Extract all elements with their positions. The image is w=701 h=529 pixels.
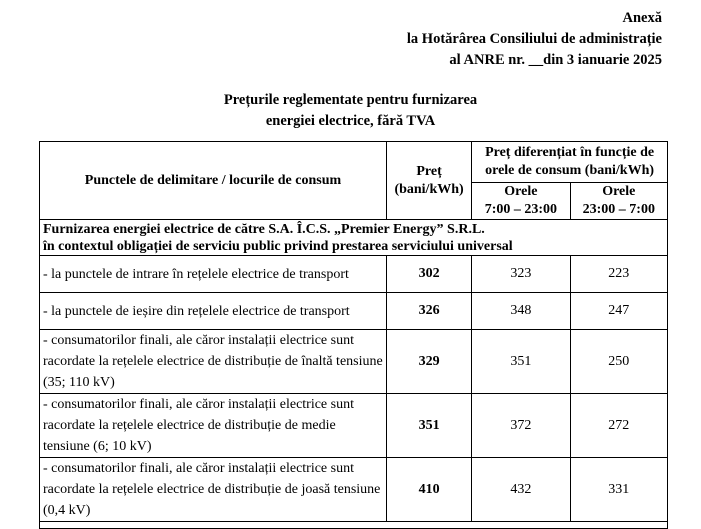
document-title [0,90,701,132]
header-price-unit: (bani/kWh) [394,181,464,197]
annex-decision-line: la Hotărârea Consiliului de administrație [406,31,662,47]
section-title [40,220,668,256]
header-differentiated-line-1: Preț diferențiat în funcție de [485,145,655,160]
table-row [40,458,668,522]
row-day-price: 372 [472,394,570,458]
title-line-2: energiei electrice, fără TVA [265,113,436,129]
title-line-1: Prețurile reglementate pentru furnizarea [223,92,478,108]
row-day-price: 323 [472,256,570,293]
header-night-range: 23:00 – 7:00 [582,202,655,217]
annex-number-date: al ANRE nr. __din 3 ianuarie 2025 [449,52,662,68]
row-day-price: 351 [472,330,570,394]
row-description: - la punctele de ieșire din rețelele electrice de transport [40,293,387,330]
row-price: 326 [386,293,471,330]
header-price [386,142,471,220]
annex-label: Anexă [622,10,662,26]
row-description: - consumatorilor finali, ale căror instalații electrice sunt racordate la rețelele electrice de distribuție de medie tensiune (6; 10 kV) [40,394,387,458]
table-row [40,256,668,293]
row-description: - consumatorilor finali, ale căror instalații electrice sunt racordate la rețelele electrice de distribuție de joasă tensiune (0,4 kV) [40,458,387,522]
row-price: 410 [386,458,471,522]
table-row [40,293,668,330]
section-title-line-1: Furnizarea energiei electrice de către S.A. Î.C.S. „Premier Energy” S.R.L. [43,221,485,237]
row-night-price: 250 [570,330,667,394]
row-description: - la punctele de intrare în rețelele electrice de transport [40,256,387,293]
continuation-cell [40,522,668,529]
row-night-price: 331 [570,458,667,522]
header-night-label: Orele [602,184,636,199]
row-night-price: 247 [570,293,667,330]
table-continuation [40,522,668,529]
row-description: - consumatorilor finali, ale căror instalații electrice sunt racordate la rețelele electrice de distribuție de înaltă tensiune (35; 110 kV) [40,330,387,394]
row-day-price: 432 [472,458,570,522]
section-title-line-2: în contextul obligației de serviciu public privind prestarea serviciului universal [43,238,513,254]
row-night-price: 272 [570,394,667,458]
row-price: 329 [386,330,471,394]
annex-header [407,8,662,71]
header-differentiated-line-2: orele de consum (bani/kWh) [485,163,655,178]
row-price: 351 [386,394,471,458]
header-differentiated-price [472,142,668,183]
header-night-hours [570,183,667,220]
table-row [40,330,668,394]
header-day-hours [472,183,570,220]
header-delimitation-points: Punctele de delimitare / locurile de consum [40,142,387,220]
header-day-range: 7:00 – 23:00 [484,202,558,217]
header-day-label: Orele [504,184,538,199]
row-night-price: 223 [570,256,667,293]
row-price: 302 [386,256,471,293]
table-row [40,394,668,458]
row-day-price: 348 [472,293,570,330]
header-price-label: Preț [416,163,442,179]
price-table [39,141,668,529]
